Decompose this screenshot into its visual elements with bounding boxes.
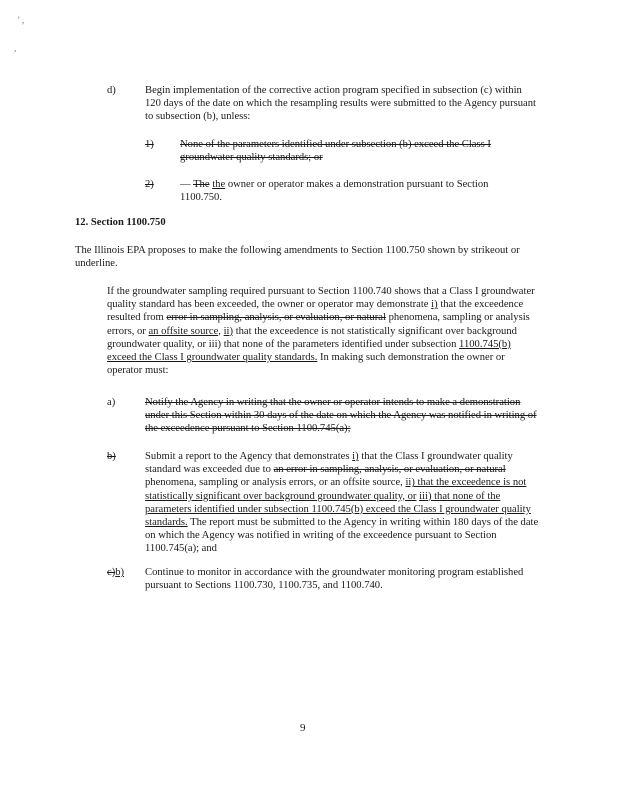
item-c-label: c)b) <box>107 567 125 578</box>
item-b-label: b) <box>107 451 116 462</box>
sub-1-text: None of the parameters identified under subsection (b) exceed the Class I groundwater quality standards; or <box>180 139 491 164</box>
scan-mark: , <box>14 43 17 53</box>
item-c-text: Continue to monitor in accordance with the groundwater monitoring program established pursuant to Sections 1100.730, 1100.735, and 1100.740. <box>145 567 524 592</box>
item-a-label: a) <box>107 397 116 408</box>
sub-1-label: 1) <box>145 139 154 150</box>
section-intro: The Illinois EPA proposes to make the following amendments to Section 1100.750 shown by strikeout or underline. <box>75 245 520 270</box>
sub-2-text: — The the owner or operator makes a demonstration pursuant to Section 1100.750. <box>180 179 489 204</box>
scan-mark: ' , <box>18 15 25 25</box>
sub-2-label: 2) <box>145 179 154 190</box>
item-b-text: Submit a report to the Agency that demonstrates i) that the Class I groundwater quality standard was exceeded due to an error in sampling, analysis, or evaluation, or natural phenomena, sampling or analysis errors, or an offsite source, ii) that the exceedence is not statistically significant over background groundwater quality, or iii) that none of the parameters identified under subsection 1100.745(b) exceed the Class I groundwater quality standards. The report must be submitted to the Agency in writing within 180 days of the date on which the Agency was notified in writing of the exceedence pursuant to Section 1100.745(a); and <box>145 451 539 555</box>
item-d-text <box>145 84 540 124</box>
item-a-text: Notify the Agency in writing that the owner or operator intends to make a demonstration under this Section within 30 days of the date on which the Agency was notified in writing of the exceedence pursuant to Section 1100.745(a); <box>145 397 537 435</box>
item-d-text-line: Begin implementation of the corrective action program specified in subsection (c) within 120 days of the date on which the resampling results were submitted to the Agency pursuant to subsection (b), unless: <box>145 85 536 123</box>
page-number: 9 <box>300 722 306 734</box>
section-heading: 12. Section 1100.750 <box>75 217 166 228</box>
item-d-label: d) <box>107 85 116 96</box>
main-paragraph: If the groundwater sampling required pursuant to Section 1100.740 shows that a Class I groundwater quality standard has been exceeded, the owner or operator may demonstrate i) that the exceedence resulted from error in sampling, analysis, or evaluation, or natural phenomena, sampling or analysis errors, or an offsite source, ii) that the exceedence is not statistically significant over background groundwater quality, or iii) that none of the parameters identified under subsection 1100.745(b) exceed the Class I groundwater quality standards. In making such demonstration the owner or operator must: <box>107 286 535 377</box>
